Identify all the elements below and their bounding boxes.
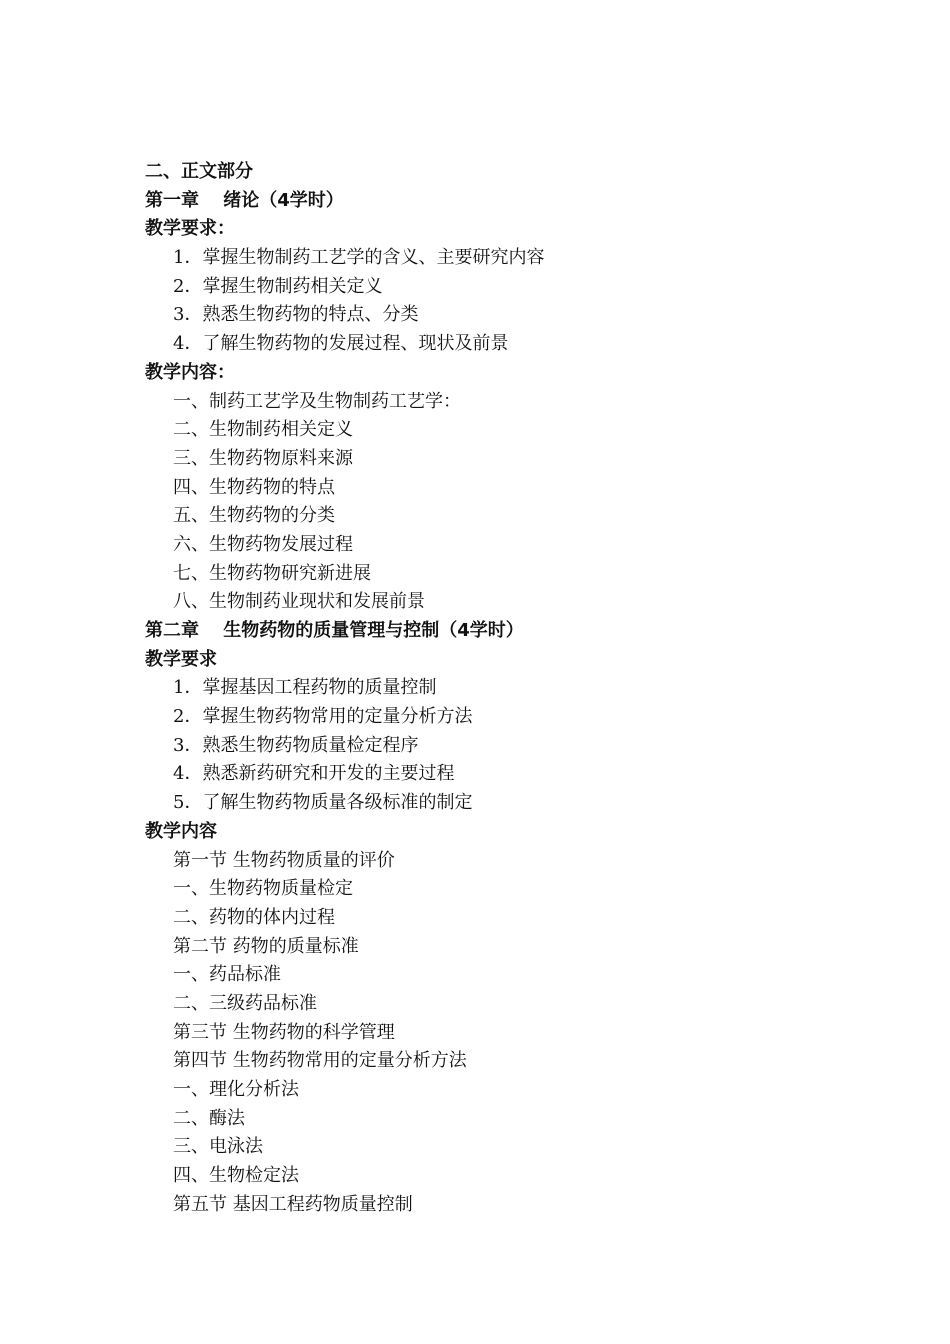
- list-item: 4．熟悉新药研究和开发的主要过程: [173, 763, 455, 785]
- list-item: 1．掌握基因工程药物的质量控制: [173, 677, 437, 699]
- list-item: 二、酶法: [173, 1107, 245, 1129]
- list-item: 六、生物药物发展过程: [173, 533, 353, 555]
- list-item: 4．了解生物药物的发展过程、现状及前景: [173, 333, 509, 355]
- list-item: 一、制药工艺学及生物制药工艺学：: [173, 390, 461, 412]
- document-body: [145, 158, 905, 1219]
- list-item: 2．掌握生物药物常用的定量分析方法: [173, 706, 473, 728]
- list-item: 八、生物制药业现状和发展前景: [173, 591, 425, 613]
- list-item: 二、三级药品标准: [173, 992, 317, 1014]
- list-item: 二、药物的体内过程: [173, 906, 335, 928]
- section-heading: 第一章 绪论（4学时）: [145, 189, 344, 211]
- section-heading: 教学内容：: [145, 361, 235, 383]
- list-item: 第四节 生物药物常用的定量分析方法: [173, 1050, 467, 1072]
- list-item: 1．掌握生物制药工艺学的含义、主要研究内容: [173, 247, 545, 269]
- section-heading: 教学内容: [145, 820, 217, 842]
- list-item: 四、生物药物的特点: [173, 476, 335, 498]
- list-item: 三、电泳法: [173, 1136, 263, 1158]
- list-item: 第五节 基因工程药物质量控制: [173, 1193, 413, 1215]
- list-item: 第三节 生物药物的科学管理: [173, 1021, 395, 1043]
- list-item: 2．掌握生物制药相关定义: [173, 275, 383, 297]
- list-item: 二、生物制药相关定义: [173, 419, 353, 441]
- list-item: 四、生物检定法: [173, 1165, 299, 1187]
- list-item: 一、药品标准: [173, 964, 281, 986]
- section-heading: 教学要求: [145, 648, 217, 670]
- list-item: 第一节 生物药物质量的评价: [173, 849, 395, 871]
- list-item: 5．了解生物药物质量各级标准的制定: [173, 792, 473, 814]
- list-item: 3．熟悉生物药物质量检定程序: [173, 734, 419, 756]
- list-item: 七、生物药物研究新进展: [173, 562, 371, 584]
- list-item: 第二节 药物的质量标准: [173, 935, 359, 957]
- section-heading: 第二章 生物药物的质量管理与控制（4学时）: [145, 620, 524, 641]
- list-item: 一、生物药物质量检定: [173, 878, 353, 900]
- list-item: 一、理化分析法: [173, 1079, 299, 1100]
- list-item: 三、生物药物原料来源: [173, 447, 353, 469]
- list-item: 3．熟悉生物药物的特点、分类: [173, 304, 419, 326]
- section-heading: 教学要求：: [145, 218, 235, 240]
- list-item: 五、生物药物的分类: [173, 505, 335, 527]
- section-heading: 二、正文部分: [145, 161, 253, 182]
